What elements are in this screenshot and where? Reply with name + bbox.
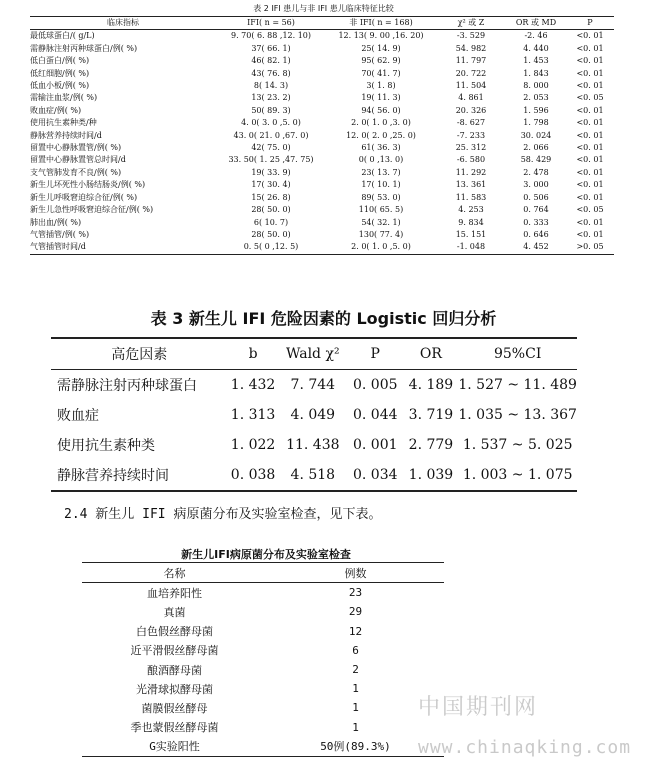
column-header: OR bbox=[419, 346, 442, 362]
table-cell: <0. 05 bbox=[576, 205, 604, 215]
table-cell: 17( 30. 4) bbox=[251, 180, 291, 190]
table-cell: <0. 01 bbox=[576, 217, 604, 227]
table-cell: 54( 32. 1) bbox=[361, 217, 401, 227]
table-cell: 1. 527 ~ 11. 489 bbox=[458, 377, 577, 393]
table-cell: 11. 438 bbox=[286, 437, 340, 453]
table-cell: 23 bbox=[348, 586, 363, 600]
row-label: 气管插管/例( %) bbox=[30, 229, 90, 239]
row-label: 酿酒酵母菌 bbox=[147, 663, 202, 677]
table4-header-row bbox=[82, 563, 444, 583]
table4-pathogen-distribution bbox=[82, 562, 444, 757]
column-header: 高危因素 bbox=[111, 347, 168, 363]
table-cell: 43. 0( 21. 0 ,67. 0) bbox=[233, 130, 309, 140]
table3-header-row bbox=[51, 338, 577, 370]
column-header: 例数 bbox=[344, 566, 367, 580]
table3-logistic-regression bbox=[51, 337, 577, 492]
table-cell: 1 bbox=[352, 701, 359, 715]
table-row bbox=[82, 718, 444, 737]
table-row bbox=[51, 370, 577, 401]
row-label: 低红细胞/例( %) bbox=[30, 68, 90, 78]
table-cell: 11. 797 bbox=[455, 56, 487, 66]
watermark-url: www.chinaqking.com bbox=[418, 737, 632, 758]
table-cell: 4. 518 bbox=[290, 467, 336, 483]
table-row bbox=[30, 105, 614, 117]
column-header: P bbox=[587, 18, 593, 27]
row-label: 败血症 bbox=[57, 408, 99, 424]
table-cell: 0. 005 bbox=[352, 377, 398, 393]
table-cell: -2. 46 bbox=[524, 31, 548, 41]
table4-caption: 新生儿IFI病原菌分布及实验室检查 bbox=[181, 548, 351, 561]
table-cell: 1. 039 bbox=[408, 467, 454, 483]
table-cell: 42( 75. 0) bbox=[251, 143, 291, 153]
table-cell: 23( 13. 7) bbox=[361, 167, 401, 177]
table-cell: 50( 89. 3) bbox=[251, 105, 291, 115]
table-row bbox=[30, 43, 614, 55]
row-label: 肺出血/例( %) bbox=[30, 217, 82, 227]
table-cell: 94( 56. 0) bbox=[361, 105, 401, 115]
column-header: b bbox=[248, 346, 258, 362]
row-label: 新生儿呼吸窘迫综合征/例( %) bbox=[30, 192, 138, 202]
table-row bbox=[82, 583, 444, 603]
table-row bbox=[30, 92, 614, 104]
table-cell: 1. 022 bbox=[230, 437, 276, 453]
table-cell: 43( 76. 8) bbox=[251, 68, 291, 78]
table-row bbox=[30, 204, 614, 216]
table-cell: 2. 0( 1. 0 ,3. 0) bbox=[351, 118, 411, 128]
table-cell: 61( 36. 3) bbox=[361, 143, 401, 153]
table-row bbox=[82, 622, 444, 641]
table2-caption: 表 2 IFI 患儿与非 IFI 患儿临床特征比较 bbox=[253, 4, 394, 13]
table-cell: 46( 82. 1) bbox=[251, 56, 291, 66]
table-cell: 54. 982 bbox=[455, 43, 487, 53]
row-label: 光滑球拟酵母菌 bbox=[136, 682, 213, 696]
row-label: 真菌 bbox=[163, 605, 186, 619]
table-cell: 1. 035 ~ 13. 367 bbox=[458, 407, 577, 423]
table-cell: 130( 77. 4) bbox=[358, 229, 404, 239]
table-row bbox=[30, 68, 614, 80]
table-cell: 2. 066 bbox=[523, 143, 549, 153]
table-cell: 4. 861 bbox=[458, 93, 484, 103]
table-cell: <0. 01 bbox=[576, 155, 604, 165]
table-cell: 6( 10. 7) bbox=[253, 217, 289, 227]
row-label: 血培养阳性 bbox=[147, 586, 202, 600]
table-cell: 110( 65. 5) bbox=[358, 205, 404, 215]
table2-header-row bbox=[30, 17, 614, 30]
table-cell: 28( 50. 0) bbox=[251, 229, 291, 239]
row-label: 新生儿急性呼吸窘迫综合征/例( %) bbox=[30, 205, 154, 215]
row-label: 白色假丝酵母菌 bbox=[136, 625, 213, 639]
table-cell: <0. 01 bbox=[576, 68, 604, 78]
table-cell: <0. 01 bbox=[576, 229, 604, 239]
table-cell: 11. 292 bbox=[455, 167, 487, 177]
table-row bbox=[82, 641, 444, 660]
table-cell: 2. 478 bbox=[523, 167, 549, 177]
table-cell: 15( 26. 8) bbox=[251, 192, 291, 202]
table-cell: 29 bbox=[348, 605, 363, 619]
table-cell: 0. 001 bbox=[352, 437, 398, 453]
table-cell: 0. 646 bbox=[523, 229, 549, 239]
table-row bbox=[30, 217, 614, 229]
table-cell: 4. 0( 3. 0 ,5. 0) bbox=[241, 118, 301, 128]
table-row bbox=[82, 698, 444, 717]
table-cell: 2. 779 bbox=[408, 437, 454, 453]
table-row bbox=[51, 400, 577, 430]
table-row bbox=[51, 430, 577, 460]
table-cell: 1. 313 bbox=[230, 407, 276, 423]
table-row bbox=[30, 229, 614, 241]
table-cell: 0. 044 bbox=[352, 407, 398, 423]
table-cell: 33. 50( 1. 25 ,47. 75) bbox=[228, 155, 314, 165]
row-label: 需静脉注射丙种球蛋白/例( %) bbox=[30, 43, 138, 53]
table-row bbox=[51, 460, 577, 491]
row-label: 使用抗生素种类/种 bbox=[30, 118, 97, 128]
table-row bbox=[30, 130, 614, 142]
table-cell: <0. 01 bbox=[576, 192, 604, 202]
column-header: 95%CI bbox=[493, 346, 542, 362]
table-cell: 1. 537 ~ 5. 025 bbox=[462, 437, 573, 453]
table-row bbox=[82, 737, 444, 757]
table-cell: -1. 048 bbox=[456, 242, 486, 252]
table-cell: 95( 62. 9) bbox=[361, 56, 401, 66]
table-cell: 0. 038 bbox=[230, 467, 276, 483]
row-label: 季也蒙假丝酵母菌 bbox=[130, 721, 219, 735]
table-row bbox=[30, 154, 614, 166]
column-header: OR 或 MD bbox=[515, 18, 557, 27]
row-label: 低血小板/例( %) bbox=[30, 81, 90, 91]
table-row bbox=[30, 117, 614, 129]
table-row bbox=[30, 192, 614, 204]
table-cell: 4. 049 bbox=[290, 407, 336, 423]
table-cell: 1 bbox=[352, 720, 359, 734]
table-cell: 25. 312 bbox=[455, 143, 487, 153]
row-label: 静脉营养持续时间 bbox=[57, 468, 169, 484]
row-label: 菌膜假丝酵母 bbox=[141, 701, 208, 715]
table-cell: <0. 01 bbox=[576, 31, 604, 41]
table-cell: 0. 506 bbox=[523, 192, 549, 202]
table-row bbox=[30, 55, 614, 67]
table-cell: 7. 744 bbox=[290, 377, 336, 393]
row-label: 留置中心静脉置管/例( %) bbox=[30, 143, 122, 153]
table-row bbox=[30, 179, 614, 191]
table-cell: 58. 429 bbox=[520, 155, 552, 165]
table-cell: <0. 01 bbox=[576, 143, 604, 153]
section-paragraph: 2.4 新生儿 IFI 病原菌分布及实验室检查，见下表。 bbox=[64, 507, 382, 522]
row-label: G实验阳性 bbox=[149, 740, 200, 754]
table-cell: 9. 834 bbox=[458, 217, 484, 227]
table-cell: 9. 70( 6. 88 ,12. 10) bbox=[230, 31, 312, 41]
table-cell: -8. 627 bbox=[456, 118, 486, 128]
table-row bbox=[30, 80, 614, 92]
table-cell: 1. 003 ~ 1. 075 bbox=[462, 467, 573, 483]
table-cell: 12. 13( 9. 00 ,16. 20) bbox=[338, 31, 424, 41]
row-label: 留置中心静脉置管总时间/d bbox=[30, 155, 126, 165]
table-cell: 0( 0 ,13. 0) bbox=[358, 155, 404, 165]
table-cell: 2. 0( 1. 0 ,5. 0) bbox=[351, 242, 411, 252]
table-cell: 4. 440 bbox=[523, 43, 549, 53]
row-label: 新生儿坏死性小肠结肠炎/例( %) bbox=[30, 180, 146, 190]
table-cell: <0. 01 bbox=[576, 105, 604, 115]
row-label: 败血症/例( %) bbox=[30, 105, 82, 115]
table-cell: 4. 189 bbox=[408, 377, 454, 393]
table-cell: -7. 233 bbox=[456, 130, 486, 140]
table-cell: 0. 034 bbox=[352, 467, 398, 483]
table-cell: 37( 66. 1) bbox=[251, 43, 291, 53]
column-header: 临床指标 bbox=[107, 18, 139, 27]
table-row bbox=[82, 660, 444, 679]
table-cell: 3( 1. 8) bbox=[366, 81, 396, 91]
table-cell: <0. 01 bbox=[576, 118, 604, 128]
table-cell: 19( 11. 3) bbox=[361, 93, 401, 103]
table-row bbox=[30, 30, 614, 43]
table-cell: >0. 05 bbox=[576, 242, 604, 252]
row-label: 使用抗生素种类 bbox=[57, 438, 155, 454]
row-label: 需输注血浆/例( %) bbox=[30, 93, 98, 103]
table-cell: 1. 596 bbox=[523, 105, 549, 115]
table-cell: 0. 764 bbox=[523, 205, 549, 215]
row-label: 需静脉注射丙种球蛋白 bbox=[57, 378, 197, 394]
table-cell: -6. 580 bbox=[456, 155, 486, 165]
row-label: 近平滑假丝酵母菌 bbox=[130, 644, 219, 658]
table-cell: 13. 361 bbox=[455, 180, 487, 190]
table-cell: 50例(89.3%) bbox=[320, 740, 391, 754]
table-cell: 20. 326 bbox=[455, 105, 487, 115]
table-cell: 6 bbox=[352, 643, 359, 657]
table-cell: 1. 798 bbox=[523, 118, 549, 128]
table-row bbox=[30, 167, 614, 179]
table-cell: 8( 14. 3) bbox=[253, 81, 289, 91]
table-cell: 15. 151 bbox=[455, 229, 487, 239]
table-cell: <0. 01 bbox=[576, 167, 604, 177]
table-cell: 4. 452 bbox=[523, 242, 549, 252]
table-cell: 0. 333 bbox=[523, 217, 549, 227]
column-header: P bbox=[370, 346, 380, 362]
table-cell: 8. 000 bbox=[523, 81, 549, 91]
table3-caption: 表 3 新生儿 IFI 危险因素的 Logistic 回归分析 bbox=[150, 309, 497, 328]
table-cell: 70( 41. 7) bbox=[361, 68, 401, 78]
table-cell: 2 bbox=[352, 663, 359, 677]
table-cell: 19( 33. 9) bbox=[251, 167, 291, 177]
table-cell: <0. 01 bbox=[576, 81, 604, 91]
column-header: Wald χ² bbox=[286, 346, 340, 362]
table-cell: <0. 01 bbox=[576, 130, 604, 140]
row-label: 最低球蛋白/( g/L) bbox=[30, 31, 95, 41]
table-row bbox=[30, 142, 614, 154]
table-cell: <0. 05 bbox=[576, 93, 604, 103]
table-cell: 13( 23. 2) bbox=[251, 93, 291, 103]
table-cell: <0. 01 bbox=[576, 56, 604, 66]
table-row bbox=[82, 679, 444, 698]
table-cell: -3. 529 bbox=[456, 31, 486, 41]
table-cell: 30. 024 bbox=[520, 130, 552, 140]
table-cell: 11. 583 bbox=[455, 192, 487, 202]
table-cell: 2. 053 bbox=[523, 93, 549, 103]
table-cell: 12. 0( 2. 0 ,25. 0) bbox=[346, 130, 416, 140]
row-label: 静脉营养持续时间/d bbox=[30, 130, 102, 140]
table-cell: <0. 01 bbox=[576, 180, 604, 190]
table-cell: 1. 453 bbox=[523, 56, 549, 66]
table-cell: 28( 50. 0) bbox=[251, 205, 291, 215]
row-label: 低白蛋白/例( %) bbox=[30, 56, 90, 66]
table-cell: 1. 843 bbox=[523, 68, 549, 78]
watermark-logo-text: 中国期刊网 bbox=[418, 695, 539, 720]
table-cell: 1. 432 bbox=[230, 377, 276, 393]
column-header: χ² 或 Z bbox=[457, 18, 485, 27]
table-row bbox=[30, 241, 614, 254]
table-cell: 20. 722 bbox=[455, 68, 487, 78]
table-cell: 0. 5( 0 ,12. 5) bbox=[243, 242, 299, 252]
table-cell: 12 bbox=[348, 624, 363, 638]
table-cell: 1 bbox=[352, 682, 359, 696]
table-cell: 3. 719 bbox=[408, 407, 454, 423]
column-header: 名称 bbox=[163, 566, 186, 580]
column-header: IFI( n = 56) bbox=[247, 18, 295, 27]
table-cell: 89( 53. 0) bbox=[361, 192, 401, 202]
table-cell: 17( 10. 1) bbox=[361, 180, 401, 190]
row-label: 气管插管时间/d bbox=[30, 242, 86, 252]
table-cell: 11. 504 bbox=[455, 81, 487, 91]
table2-clinical-features bbox=[30, 16, 614, 255]
table-cell: <0. 01 bbox=[576, 43, 604, 53]
table-cell: 3. 000 bbox=[523, 180, 549, 190]
row-label: 支气管肺发育不良/例( %) bbox=[30, 167, 122, 177]
table-row bbox=[82, 602, 444, 621]
table-cell: 4. 253 bbox=[458, 205, 484, 215]
column-header: 非 IFI( n = 168) bbox=[349, 18, 413, 27]
table-cell: 25( 14. 9) bbox=[361, 43, 401, 53]
